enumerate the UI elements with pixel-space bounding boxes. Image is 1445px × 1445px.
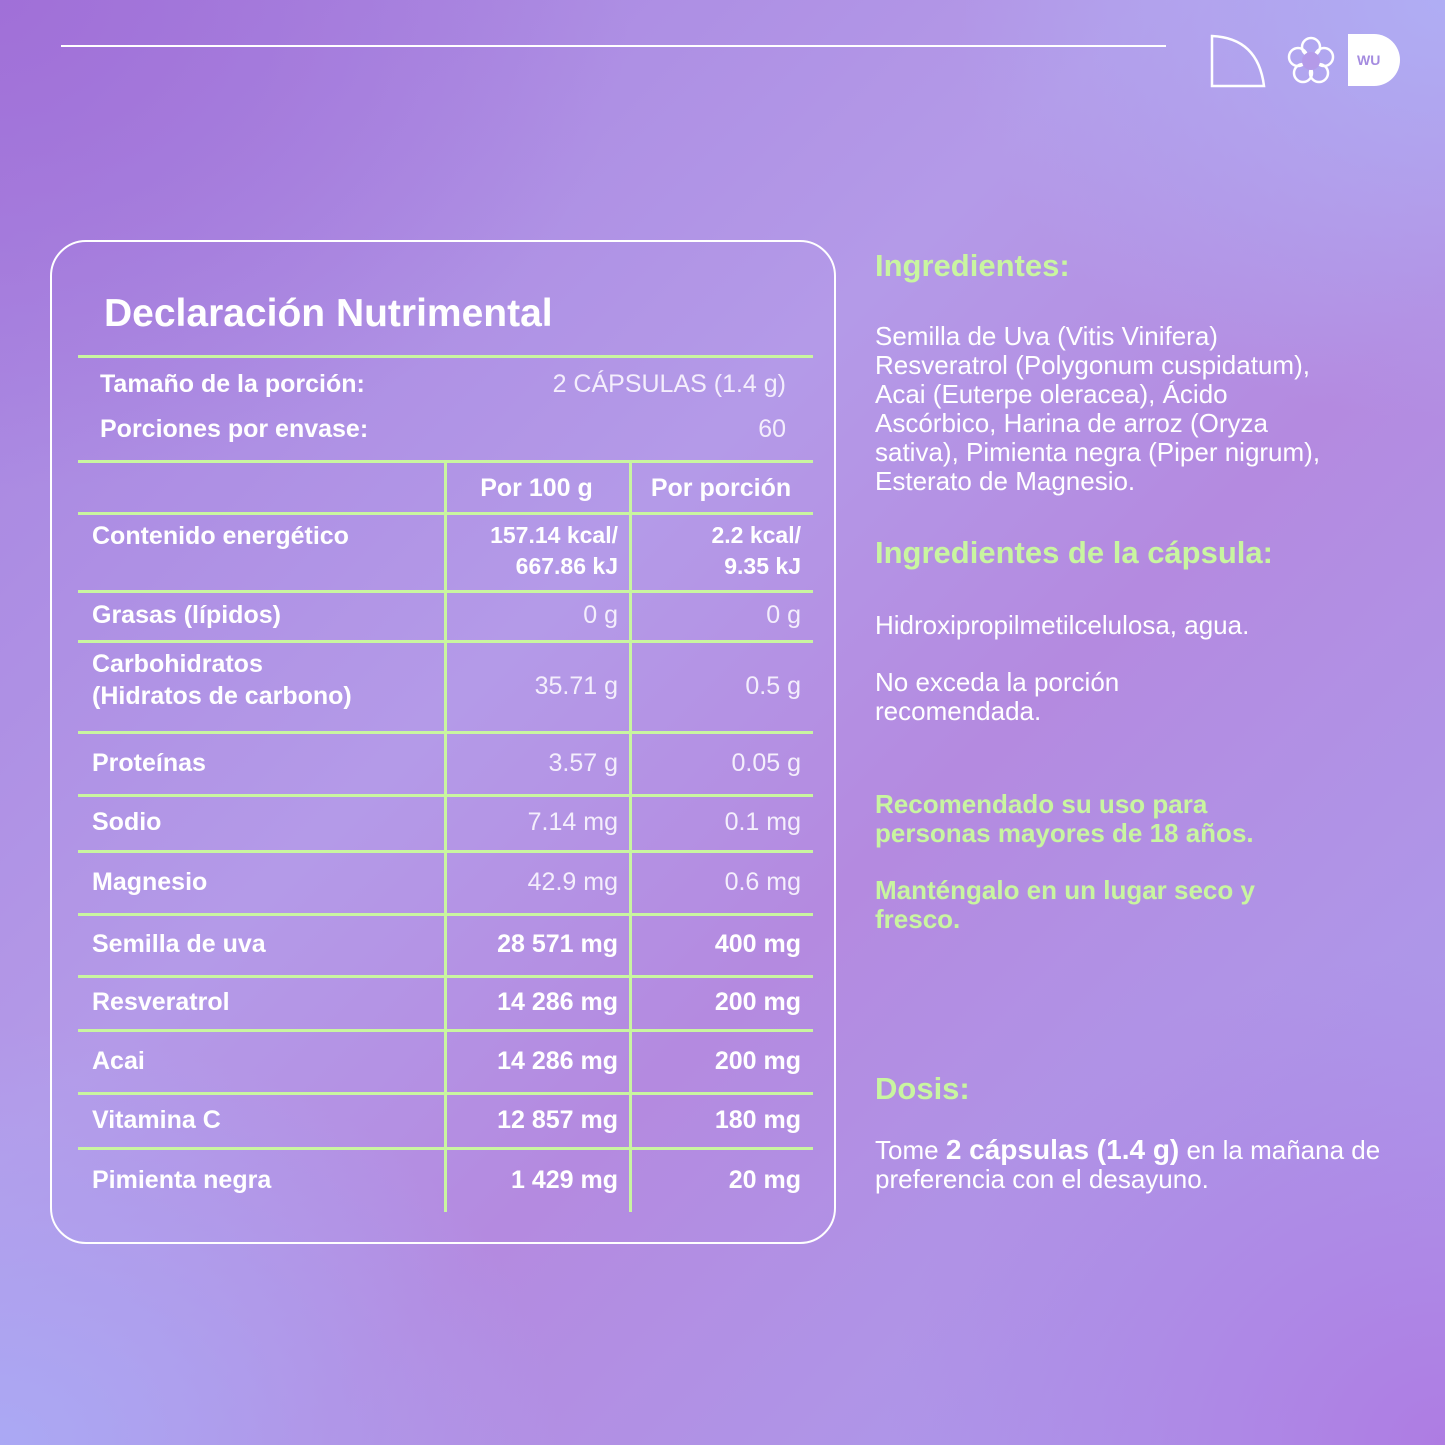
column-divider <box>444 460 447 1212</box>
nutrient-label: Sodio <box>92 808 162 836</box>
servings-per-container-label: Porciones por envase: <box>100 415 369 443</box>
nutrient-value-per-100g: 14 286 mg <box>497 1046 618 1075</box>
nutrient-value-per-serving: 180 mg <box>714 1105 801 1134</box>
nutrient-label: Contenido energético <box>92 522 349 550</box>
age-recommendation: Recomendado su uso para personas mayores de 18 años. <box>875 789 1254 848</box>
nutrient-value-per-100g: 12 857 mg <box>497 1105 618 1134</box>
storage-instructions: Manténgalo en un lugar seco y fresco. <box>875 875 1255 934</box>
nutrient-value-per-serving: 2.2 kcal/ 9.35 kJ <box>711 522 801 579</box>
nutrient-value-per-100g: 157.14 kcal/ 667.86 kJ <box>490 522 618 579</box>
nutrient-label: Magnesio <box>92 867 208 896</box>
nutrient-value-per-serving: 20 mg <box>728 1165 801 1194</box>
nutrient-value-per-serving: 0.6 mg <box>724 867 801 896</box>
nutrient-value-per-serving: 0.1 mg <box>724 808 801 836</box>
nutrition-facts-card <box>50 240 836 1244</box>
flower-icon <box>1284 34 1338 88</box>
servings-per-container-value: 60 <box>758 415 786 443</box>
nutrient-label: Carbohidratos (Hidratos de carbono) <box>92 650 352 710</box>
ingredients-section <box>875 250 1415 496</box>
table-divider <box>78 355 813 358</box>
column-header-per-100g: Por 100 g <box>480 474 593 502</box>
nutrient-value-per-100g: 28 571 mg <box>497 930 618 958</box>
nutrient-value-per-100g: 7.14 mg <box>527 808 618 836</box>
nutrient-value-per-100g: 42.9 mg <box>527 867 618 896</box>
capsule-text: Hidroxipropilmetilcelulosa, agua. <box>875 610 1250 640</box>
nutrient-value-per-100g: 3.57 g <box>548 748 618 777</box>
nutrient-value-per-100g: 1 429 mg <box>510 1165 618 1194</box>
column-header-per-serving: Por porción <box>650 474 792 502</box>
dose-text <box>875 1135 1415 1194</box>
nutrition-title: Declaración Nutrimental <box>104 292 553 335</box>
quarter-circle-icon <box>1208 34 1266 88</box>
ingredients-text: Semilla de Uva (Vitis Vinifera) Resveratrol (Polygonum cuspidatum), Acai (Euterpe oleracea), Ácido Ascórbico, Harina de arroz (Oryza sativa), Pimienta negra (Piper nigrum), Esterato de Magnesio. <box>875 321 1321 496</box>
dose-section <box>875 1073 1415 1194</box>
capsule-heading: Ingredientes de la cápsula: <box>875 535 1273 570</box>
nutrient-label: Pimienta negra <box>92 1165 272 1194</box>
capsule-note: No exceda la porción recomendada. <box>875 667 1120 726</box>
brand-logo <box>1348 34 1400 86</box>
nutrient-label: Vitamina C <box>92 1105 221 1134</box>
nutrient-value-per-serving: 0 g <box>766 601 801 629</box>
nutrient-label: Semilla de uva <box>92 930 266 958</box>
capsule-section <box>875 537 1415 726</box>
top-divider <box>61 45 1166 47</box>
dose-prefix: Tome <box>875 1135 946 1165</box>
column-divider <box>629 460 632 1212</box>
dose-heading: Dosis: <box>875 1071 970 1106</box>
ingredients-heading: Ingredientes: <box>875 248 1070 283</box>
dose-amount: 2 cápsulas (1.4 g) <box>945 1134 1180 1165</box>
nutrient-value-per-100g: 35.71 g <box>534 671 618 700</box>
nutrient-value-per-serving: 200 mg <box>714 988 801 1016</box>
header-icons <box>1208 34 1338 88</box>
serving-size-label: Tamaño de la porción: <box>100 370 365 398</box>
nutrient-label: Resveratrol <box>92 988 230 1016</box>
dose-suffix: en la mañana de preferencia con el desayuno. <box>875 1135 1381 1194</box>
nutrient-value-per-serving: 0.5 g <box>745 671 801 700</box>
nutrient-value-per-100g: 14 286 mg <box>497 988 618 1016</box>
nutrient-value-per-serving: 400 mg <box>714 930 801 958</box>
nutrient-label: Grasas (lípidos) <box>92 601 281 629</box>
nutrient-value-per-serving: 200 mg <box>714 1046 801 1075</box>
nutrient-value-per-serving: 0.05 g <box>731 748 801 777</box>
nutrient-label: Proteínas <box>92 748 206 777</box>
serving-size-value: 2 CÁPSULAS (1.4 g) <box>552 370 786 398</box>
recommendation-section <box>875 790 1415 934</box>
nutrient-label: Acai <box>92 1046 145 1075</box>
brand-logo-text: WU <box>1357 52 1381 68</box>
nutrient-value-per-100g: 0 g <box>583 601 618 629</box>
